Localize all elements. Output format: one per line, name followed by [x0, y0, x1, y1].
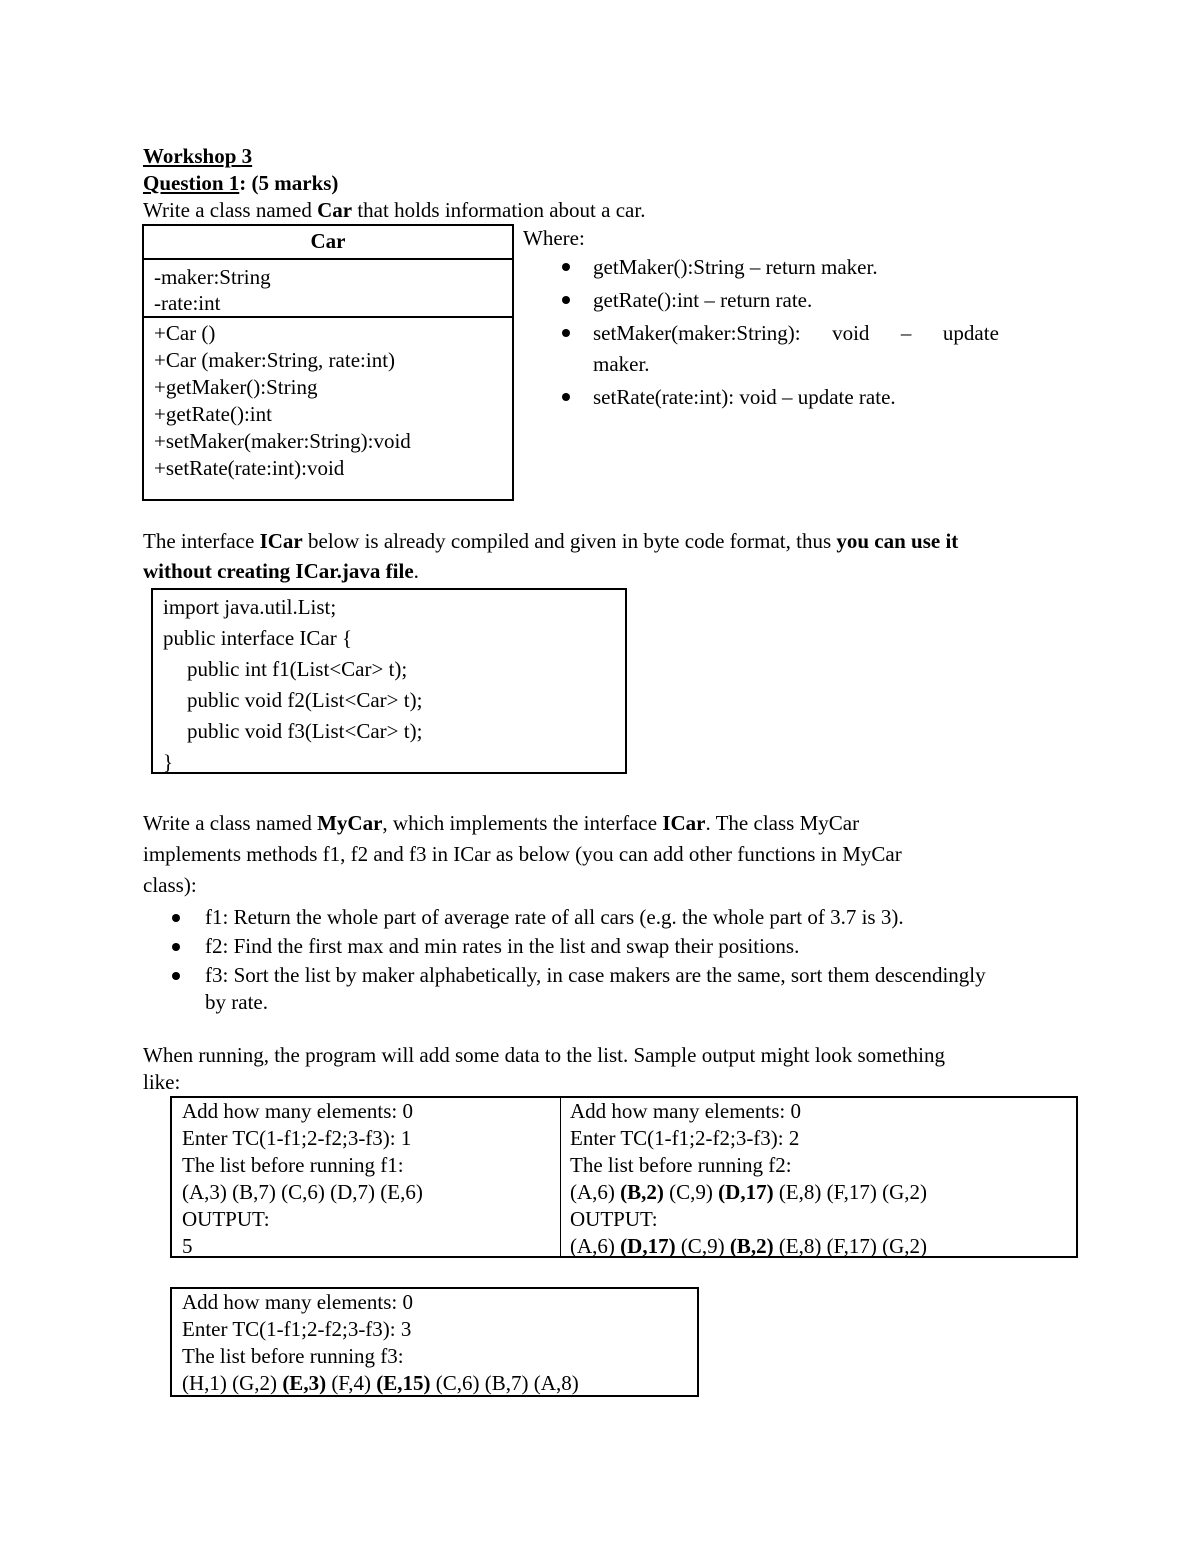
uml-attribute: -rate:int — [154, 291, 221, 315]
uml-class-name: Car — [144, 226, 512, 260]
sample-f2 — [560, 1098, 927, 1256]
console-line: Add how many elements: 0 — [570, 1099, 801, 1123]
console-line: OUTPUT: — [570, 1207, 658, 1231]
bullet-icon — [562, 393, 570, 401]
code-line: public void f3(List<Car> t); — [187, 719, 423, 743]
bullet-icon — [172, 943, 180, 951]
uml-operation: +Car () — [154, 321, 216, 345]
console-line: Enter TC(1-f1;2-f2;3-f3): 3 — [182, 1317, 412, 1341]
uml-class-box — [142, 224, 514, 501]
code-line: } — [163, 750, 174, 774]
method-item: f3: Sort the list by maker alphabetically, in case makers are the same, sort them descendingly — [205, 963, 986, 987]
uml-attributes — [144, 260, 512, 318]
uml-operation: +setMaker(maker:String):void — [154, 429, 411, 453]
page-title: Workshop 3 — [143, 144, 253, 168]
uml-operation: +getMaker():String — [154, 375, 318, 399]
interface-paragraph: The interface ICar below is already compiled and given in byte code format, thus you can use it — [143, 529, 959, 553]
mycar-paragraph-line3: class): — [143, 873, 197, 897]
bullet-icon — [562, 329, 570, 337]
sample-output-table — [170, 1096, 1078, 1258]
bullet-icon — [172, 914, 180, 922]
method-item: f2: Find the first max and min rates in the list and swap their positions. — [205, 934, 800, 958]
where-item: getMaker():String – return maker. — [593, 255, 878, 279]
method-item: f1: Return the whole part of average rate of all cars (e.g. the whole part of 3.7 is 3). — [205, 905, 904, 929]
mycar-paragraph: Write a class named MyCar, which implements the interface ICar. The class MyCar — [143, 811, 860, 835]
where-item: setRate(rate:int): void – update rate. — [593, 385, 896, 409]
console-line: Enter TC(1-f1;2-f2;3-f3): 2 — [570, 1126, 800, 1150]
code-line: import java.util.List; — [163, 595, 337, 619]
bullet-icon — [172, 972, 180, 980]
console-line: The list before running f2: — [570, 1153, 792, 1177]
uml-attribute: -maker:String — [154, 265, 271, 289]
where-item: setMaker(maker:String): void – update — [593, 321, 999, 345]
sample-f1 — [172, 1098, 423, 1256]
code-line: public interface ICar { — [163, 626, 353, 650]
sample-f3 — [170, 1287, 699, 1397]
console-line: Enter TC(1-f1;2-f2;3-f3): 1 — [182, 1126, 412, 1150]
mycar-paragraph-line2: implements methods f1, f2 and f3 in ICar as below (you can add other functions in MyCar — [143, 842, 902, 866]
console-line: (A,6) (B,2) (C,9) (D,17) (E,8) (F,17) (G,2) — [570, 1180, 928, 1204]
console-line: (A,6) (D,17) (C,9) (B,2) (E,8) (F,17) (G,2) — [570, 1234, 928, 1258]
bullet-icon — [562, 296, 570, 304]
where-label: Where: — [523, 226, 585, 250]
console-line: OUTPUT: — [182, 1207, 270, 1231]
code-line: public void f2(List<Car> t); — [187, 688, 423, 712]
console-line: Add how many elements: 0 — [182, 1290, 413, 1314]
console-line: (A,3) (B,7) (C,6) (D,7) (E,6) — [182, 1180, 423, 1204]
where-item-continued: maker. — [593, 352, 650, 376]
console-line: 5 — [182, 1234, 193, 1258]
uml-operations — [144, 318, 512, 482]
uml-operation: +setRate(rate:int):void — [154, 456, 345, 480]
uml-operation: +getRate():int — [154, 402, 272, 426]
console-line: Add how many elements: 0 — [182, 1099, 413, 1123]
question-heading: Question 1: (5 marks) — [143, 171, 339, 195]
code-line: public int f1(List<Car> t); — [187, 657, 408, 681]
running-paragraph: When running, the program will add some data to the list. Sample output might look something — [143, 1043, 945, 1067]
interface-code-box — [151, 588, 627, 774]
interface-paragraph-line2: without creating ICar.java file. — [143, 559, 419, 583]
intro-text: Write a class named Car that holds information about a car. — [143, 198, 646, 222]
bullet-icon — [562, 263, 570, 271]
where-item: getRate():int – return rate. — [593, 288, 813, 312]
console-line: (H,1) (G,2) (E,3) (F,4) (E,15) (C,6) (B,7) (A,8) — [182, 1371, 579, 1395]
running-paragraph-line2: like: — [143, 1070, 181, 1094]
uml-operation: +Car (maker:String, rate:int) — [154, 348, 396, 372]
console-line: The list before running f3: — [182, 1344, 404, 1368]
console-line: The list before running f1: — [182, 1153, 404, 1177]
method-item-continued: by rate. — [205, 990, 268, 1014]
